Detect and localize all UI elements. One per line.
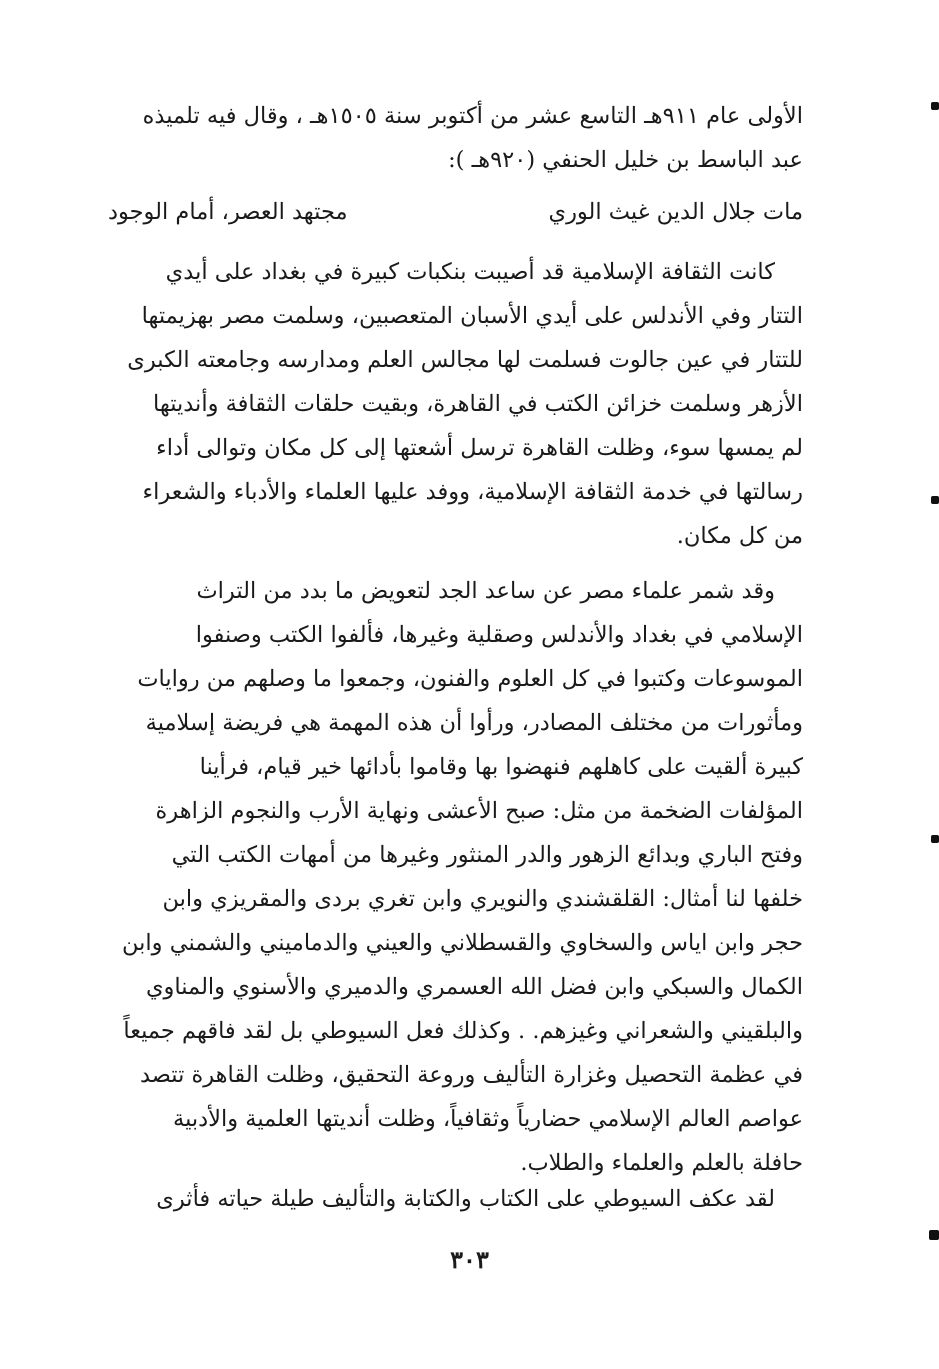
verse-first-hemistich: مات جلال الدين غيث الوري	[548, 199, 803, 225]
text-line: الإسلامي في بغداد والأندلس وصقلية وغيرها، فألفوا الكتب وصنفوا	[195, 622, 803, 648]
paragraph-3	[105, 1177, 803, 1221]
text-line: كانت الثقافة الإسلامية قد أصيبت بنكبات كبيرة في بغداد على أيدي	[165, 259, 775, 285]
text-line: لم يمسها سوء، وظلت القاهرة ترسل أشعتها إلى كل مكان وتوالى أداء	[156, 435, 803, 461]
text-line: من كل مكان.	[676, 523, 803, 549]
text-line: عواصم العالم الإسلامي حضارياً وثقافياً، وظلت أنديتها العلمية والأدبية	[173, 1106, 803, 1132]
scan-edge-mark	[931, 835, 939, 843]
text-line: عبد الباسط بن خليل الحنفي (٩٢٠هـ ):	[448, 147, 803, 173]
scan-edge-mark	[929, 1230, 939, 1240]
text-line: وقد شمر علماء مصر عن ساعد الجد لتعويض ما بدد من التراث	[196, 578, 775, 604]
text-line: في عظمة التحصيل وغزارة التأليف وروعة التحقيق، وظلت القاهرة تتصد	[139, 1062, 803, 1088]
text-line: الموسوعات وكتبوا في كل العلوم والفنون، وجمعوا ما وصلهم من روايات	[137, 666, 803, 692]
text-line: التتار وفي الأندلس على أيدي الأسبان المتعصبين، وسلمت مصر بهزيمتها	[141, 303, 803, 329]
text-line: الأولى عام ٩١١هـ التاسع عشر من أكتوبر سنة ١٥٠٥هـ ، وقال فيه تلميذه	[142, 103, 803, 129]
text-line: الأزهر وسلمت خزائن الكتب في القاهرة، وبقيت حلقات الثقافة وأنديتها	[152, 391, 803, 417]
text-line: ومأثورات من مختلف المصادر، ورأوا أن هذه المهمة هي فريضة إسلامية	[145, 710, 803, 736]
text-line: الكمال والسبكي وابن فضل الله العسمري والدميري والأسنوي والمناوي	[145, 974, 803, 1000]
intro-paragraph	[105, 94, 803, 182]
text-line: حجر وابن اياس والسخاوي والقسطلاني والعيني والدماميني والشمني وابن	[122, 930, 803, 956]
verse-line	[108, 190, 803, 234]
text-line: خلفها لنا أمثال: القلقشندي والنويري وابن تغري بردى والمقريزي وابن	[162, 886, 803, 912]
text-line: المؤلفات الضخمة من مثل: صبح الأعشى ونهاية الأرب والنجوم الزاهرة	[155, 798, 803, 824]
page-number: ٣٠٣	[450, 1245, 489, 1274]
text-line: رسالتها في خدمة الثقافة الإسلامية، ووفد عليها العلماء والأدباء والشعراء	[142, 479, 803, 505]
paragraph-2	[105, 569, 803, 1185]
text-line: حافلة بالعلم والعلماء والطلاب.	[520, 1150, 803, 1176]
text-line: وفتح الباري وبدائع الزهور والدر المنثور وغيرها من أمهات الكتب التي	[171, 842, 803, 868]
paragraph-1	[105, 250, 803, 558]
text-line: لقد عكف السيوطي على الكتاب والكتابة والتأليف طيلة حياته فأثرى	[156, 1186, 775, 1212]
scan-edge-mark	[931, 496, 939, 504]
verse-second-hemistich: مجتهد العصر، أمام الوجود	[108, 199, 348, 225]
text-line: للتتار في عين جالوت فسلمت لها مجالس العلم ومدارسه وجامعته الكبرى	[127, 347, 803, 373]
scan-edge-mark	[931, 102, 939, 110]
text-line: والبلقيني والشعراني وغيزهم. . وكذلك فعل السيوطي بل لقد فاقهم جميعاً	[123, 1018, 803, 1044]
text-line: كبيرة ألقيت على كاهلهم فنهضوا بها وقاموا بأدائها خير قيام، فرأينا	[199, 754, 803, 780]
